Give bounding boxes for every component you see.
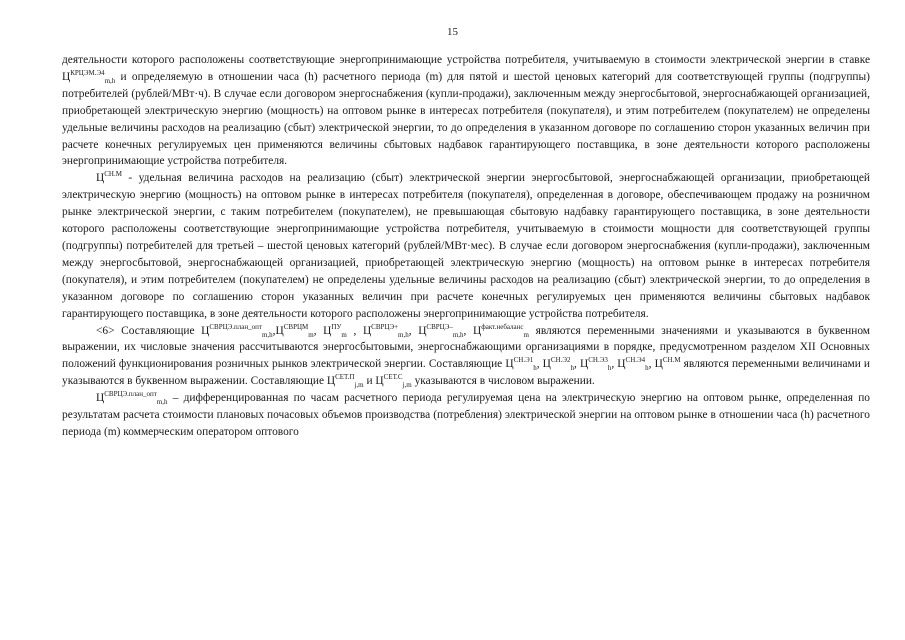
formula-symbol: $Ц^{СЕТ.П}_{j,m}$ <box>326 373 364 390</box>
formula-symbol: $Ц^{СВРЦЭ-}_{m,h}$ <box>418 322 464 339</box>
page-number: 15 <box>447 26 458 38</box>
paragraph-1-lead: деятельности которого расположены соответствующие энергопринимающие устройства потребителя, учитываемую в стоимости электрической энергии в ставке <box>62 54 870 66</box>
paragraph-3-text-2: являются переменными величинами и указываются в буквенном выражении. Составляющие <box>62 358 871 388</box>
formula-symbol: $Ц^{СН.Э4}_h$ <box>617 356 649 373</box>
paragraph-3-text: являются переменными значениями и указываются в буквенном выражении, их числовые значения рассчитываются энергосбытовыми, энергоснабжающими организациями в порядке, предусмотренном разделом XII Основных положений функционирования розничных рынков электрической энергии. Составляющие <box>62 324 871 371</box>
formula-symbol: $Ц^{СВРЦЭ.план\_опт}_{m,h}$ <box>201 322 273 339</box>
formula-symbol: $Ц^{СВРЦМ}_m$ <box>275 322 314 339</box>
formula-symbol: $Ц^{ПУ}_m$ <box>323 322 347 339</box>
formula-symbol: $Ц^{СЕТ.С}_{j,m}$ <box>375 373 412 390</box>
formula-symbol: $Ц^{СН.Э3}_h$ <box>579 356 612 373</box>
formula-symbol: $Ц^{факт.небаланс}_m$ <box>473 322 529 339</box>
formula-symbol: $Ц^{СВРЦЭ+}_{m,h}$ <box>362 322 409 339</box>
paragraph-4-text: – дифференцированная по часам расчетного периода регулируемая цена на электрическую энергию на оптовом рынке, определенная по результатам расчета стоимости плановых почасовых объемов производства (потребления) электрической энергии на оптовом рынке в отношении часа (h) расчетного периода (m) коммерческим оператором оптового <box>62 392 870 438</box>
formula-symbol: $Ц^{СН.М}$ <box>654 356 681 371</box>
formula-symbol: $Ц^{СН.М}$ <box>96 170 122 185</box>
paragraph-3-end: указываются в числовом выражении. <box>414 375 595 388</box>
paragraph-4 <box>62 390 870 441</box>
formula-symbol: $Ц^{СН.Э1}_h$ <box>505 356 537 373</box>
footnote-lead: <6> Составляющие <box>96 324 195 337</box>
paragraph-1-tail: и определяемую в отношении часа (h) расчетного периода (m) для пятой и шестой ценовых категорий для соответствующей группы (подгруппы) потребителей (рублей/МВт·ч). В случае если договором энергоснабжения (купли-продажи), заключенным между энергосбытовой, энергоснабжающей организацией, приобретающей электрическую энергию (мощность) на оптовом рынке в интересах потребителя (покупателя), и этим потребителем (покупателем) не определены удельные величины расходов на реализацию (сбыт) электрической энергии, то до определения в указанном договоре по соглашению сторон указанных величин при расчете конечных регулируемых цен применяются величины сбытовых надбавок гарантирующего поставщика, в зоне деятельности которого расположены энергопринимающие устройства потребителя. <box>62 70 870 168</box>
formula-symbol: $Ц^{СН.Э2}_h$ <box>542 356 575 373</box>
formula-symbol: $Ц^{КРЦЭМ.Э4}_{m,h}$ <box>62 68 116 85</box>
formula-symbol: $Ц^{СВРЦЭ.план\_опт}_{m,h}$ <box>96 390 168 407</box>
document-body <box>62 52 870 441</box>
paragraph-3: <6> Составляющие $Ц^{СВРЦЭ.план\_опт}_{m,h},Ц^{СВРЦМ}_m$, $Ц^{ПУ}_m$ , $Ц^{СВРЦЭ+}_{m,h}$, $Ц^{СВРЦЭ-}_{m,h}$, $Ц^{факт.небаланс}_m$ являются переменными значениями и указываются в буквенном выражении, их числовые значения рассчитываются энергосбытовыми, энергоснабжающими организациями в порядке, предусмотренном разделом XII Основных положений функционирования розничных рынков электрической энергии. Составляющие $Ц^{СН.Э1}_h$, $Ц^{СН.Э2}_h$, $Ц^{СН.Э3}_h$, $Ц^{СН.Э4}_h$, $Ц^{СН.М}$ являются переменными величинами и указываются в буквенном выражении. Составляющие $Ц^{СЕТ.П}_{j,m}$ и $Ц^{СЕТ.С}_{j,m}$ указываются в числовом выражении. <box>62 322 871 390</box>
conjunction: и <box>366 375 373 388</box>
paragraph-1 <box>62 52 870 170</box>
paragraph-2-text: - удельная величина расходов на реализацию (сбыт) электрической энергии энергосбытовой, энергоснабжающей организации, приобретающей электрическую энергию (мощность) на оптовом рынке в интересах потребителя (покупателя), определенная в договоре, обеспечивающем продажу на розничном рынке электрической энергии, с таким потребителем (покупателем), не превышающая сбытовую надбавку гарантирующего поставщика, в зоне деятельности которого расположены соответствующие энергопринимающие устройства потребителя, учитываемую в стоимости мощности для соответствующей группы (подгруппы) потребителей для третьей – шестой ценовых категорий (рублей/МВт·мес). В случае если договором энергоснабжения (купли-продажи), заключенным между энергосбытовой, энергоснабжающей организацией, приобретающей электрическую энергию (мощность) на оптовом рынке в интересах потребителя (покупателя), и этим потребителем (покупателем) не определены удельные величины расходов на реализацию (сбыт) электрической энергии, то до определения в указанном договоре по соглашению сторон указанных величин при расчете конечных регулируемых цен применяются величины сбытовых надбавок гарантирующего поставщика, в зоне деятельности которого расположены энергопринимающие устройства потребителя. <box>62 172 870 320</box>
paragraph-2 <box>62 170 870 322</box>
